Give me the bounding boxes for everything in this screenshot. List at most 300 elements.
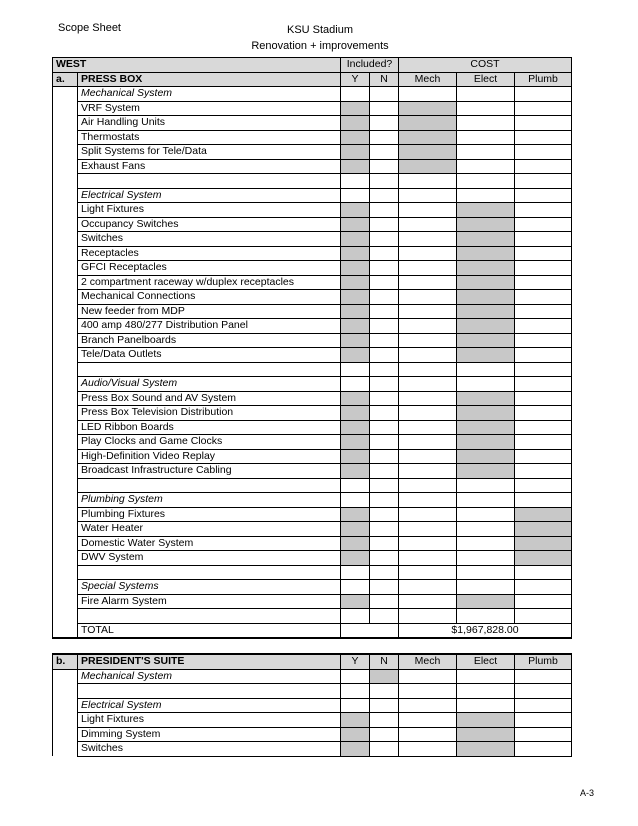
cell-elect[interactable] <box>457 333 515 348</box>
cell-y[interactable] <box>341 333 370 348</box>
cell-elect[interactable] <box>457 669 515 684</box>
region-label: WEST <box>53 58 341 73</box>
cell-mech[interactable] <box>399 319 457 334</box>
cell-elect[interactable] <box>457 536 515 551</box>
cell-y[interactable] <box>341 130 370 145</box>
cell-elect[interactable] <box>457 551 515 566</box>
cell-elect[interactable] <box>457 742 515 757</box>
letter-cell <box>53 493 78 508</box>
cell-n[interactable] <box>370 609 399 624</box>
cell-elect[interactable] <box>457 522 515 537</box>
cell-n[interactable] <box>370 551 399 566</box>
cell-elect[interactable] <box>457 290 515 305</box>
cell-elect[interactable] <box>457 87 515 102</box>
cell-mech[interactable] <box>399 188 457 203</box>
scope-item-label <box>78 478 341 493</box>
cell-plumb[interactable] <box>515 304 572 319</box>
letter-cell <box>53 684 78 699</box>
cell-y[interactable] <box>341 713 370 728</box>
cell-elect[interactable] <box>457 478 515 493</box>
cell-n[interactable] <box>370 362 399 377</box>
letter-cell <box>53 713 78 728</box>
cell-mech[interactable] <box>399 290 457 305</box>
cell-y[interactable] <box>341 698 370 713</box>
col-mech-header: Mech <box>399 72 457 87</box>
cell-y[interactable] <box>341 435 370 450</box>
cell-mech[interactable] <box>399 101 457 116</box>
cell-elect[interactable] <box>457 609 515 624</box>
letter-cell <box>53 203 78 218</box>
cell-y[interactable] <box>341 742 370 757</box>
cell-mech[interactable] <box>399 435 457 450</box>
table-row <box>53 145 572 160</box>
cell-mech[interactable] <box>399 698 457 713</box>
cell-elect[interactable] <box>457 188 515 203</box>
cell-n[interactable] <box>370 333 399 348</box>
cell-plumb[interactable] <box>515 232 572 247</box>
cell-elect[interactable] <box>457 565 515 580</box>
cell-plumb[interactable] <box>515 217 572 232</box>
total-row <box>53 623 572 638</box>
included-header: Included? <box>341 58 399 73</box>
cell-plumb[interactable] <box>515 727 572 742</box>
cell-mech[interactable] <box>399 727 457 742</box>
cell-y[interactable] <box>341 319 370 334</box>
cell-n[interactable] <box>370 217 399 232</box>
cell-plumb[interactable] <box>515 261 572 276</box>
cell-y[interactable] <box>341 420 370 435</box>
col-n-header: N <box>370 654 399 669</box>
cell-y[interactable] <box>341 246 370 261</box>
cell-y[interactable] <box>341 493 370 508</box>
cell-plumb[interactable] <box>515 87 572 102</box>
cell-y[interactable] <box>341 377 370 392</box>
cell-elect[interactable] <box>457 464 515 479</box>
cell-n[interactable] <box>370 275 399 290</box>
letter-cell <box>53 536 78 551</box>
cell-plumb[interactable] <box>515 101 572 116</box>
cell-plumb[interactable] <box>515 684 572 699</box>
cell-y[interactable] <box>341 478 370 493</box>
cell-elect[interactable] <box>457 246 515 261</box>
cell-elect[interactable] <box>457 217 515 232</box>
cell-elect[interactable] <box>457 261 515 276</box>
cell-plumb[interactable] <box>515 594 572 609</box>
cell-elect[interactable] <box>457 493 515 508</box>
cell-mech[interactable] <box>399 362 457 377</box>
cell-elect[interactable] <box>457 145 515 160</box>
cell-y[interactable] <box>341 290 370 305</box>
total-included-cell <box>341 623 399 638</box>
cell-plumb[interactable] <box>515 493 572 508</box>
cell-plumb[interactable] <box>515 464 572 479</box>
scope-item-label: Press Box Television Distribution <box>78 406 341 421</box>
table-row <box>53 493 572 508</box>
letter-cell <box>53 522 78 537</box>
cell-mech[interactable] <box>399 87 457 102</box>
cell-y[interactable] <box>341 551 370 566</box>
cell-plumb[interactable] <box>515 377 572 392</box>
cell-mech[interactable] <box>399 232 457 247</box>
scope-item-label: GFCI Receptacles <box>78 261 341 276</box>
section-title: PRESIDENT'S SUITE <box>78 654 341 669</box>
scope-item-label: Tele/Data Outlets <box>78 348 341 363</box>
cell-n[interactable] <box>370 87 399 102</box>
cell-n[interactable] <box>370 304 399 319</box>
cell-n[interactable] <box>370 698 399 713</box>
cell-plumb[interactable] <box>515 290 572 305</box>
cell-n[interactable] <box>370 536 399 551</box>
cell-elect[interactable] <box>457 130 515 145</box>
cell-y[interactable] <box>341 304 370 319</box>
cell-y[interactable] <box>341 188 370 203</box>
cell-n[interactable] <box>370 669 399 684</box>
cell-n[interactable] <box>370 174 399 189</box>
table-row <box>53 130 572 145</box>
cell-plumb[interactable] <box>515 669 572 684</box>
cell-plumb[interactable] <box>515 246 572 261</box>
table-row <box>53 159 572 174</box>
cell-n[interactable] <box>370 188 399 203</box>
cell-n[interactable] <box>370 290 399 305</box>
letter-cell <box>53 391 78 406</box>
cell-mech[interactable] <box>399 130 457 145</box>
table-row <box>53 507 572 522</box>
cell-mech[interactable] <box>399 391 457 406</box>
cell-n[interactable] <box>370 377 399 392</box>
cell-mech[interactable] <box>399 507 457 522</box>
cell-plumb[interactable] <box>515 319 572 334</box>
cell-elect[interactable] <box>457 594 515 609</box>
cell-elect[interactable] <box>457 319 515 334</box>
cell-elect[interactable] <box>457 507 515 522</box>
cell-mech[interactable] <box>399 551 457 566</box>
cell-elect[interactable] <box>457 698 515 713</box>
cell-mech[interactable] <box>399 669 457 684</box>
cell-plumb[interactable] <box>515 130 572 145</box>
scope-item-label: High-Definition Video Replay <box>78 449 341 464</box>
cell-mech[interactable] <box>399 420 457 435</box>
cell-elect[interactable] <box>457 174 515 189</box>
cell-plumb[interactable] <box>515 203 572 218</box>
scope-item-label: DWV System <box>78 551 341 566</box>
cell-elect[interactable] <box>457 101 515 116</box>
cell-plumb[interactable] <box>515 551 572 566</box>
letter-cell <box>53 478 78 493</box>
cell-n[interactable] <box>370 246 399 261</box>
cell-mech[interactable] <box>399 261 457 276</box>
cell-n[interactable] <box>370 348 399 363</box>
cell-mech[interactable] <box>399 275 457 290</box>
cell-n[interactable] <box>370 493 399 508</box>
scope-item-label <box>78 362 341 377</box>
cell-elect[interactable] <box>457 391 515 406</box>
table-row <box>53 742 572 757</box>
letter-cell <box>53 449 78 464</box>
table-row <box>53 406 572 421</box>
cell-y[interactable] <box>341 727 370 742</box>
col-plumb-header: Plumb <box>515 72 572 87</box>
scope-item-label: Broadcast Infrastructure Cabling <box>78 464 341 479</box>
letter-cell <box>53 304 78 319</box>
table-row <box>53 449 572 464</box>
cell-mech[interactable] <box>399 348 457 363</box>
cell-plumb[interactable] <box>515 116 572 131</box>
scope-item-label: Mechanical System <box>78 669 341 684</box>
scope-item-label: Play Clocks and Game Clocks <box>78 435 341 450</box>
cell-mech[interactable] <box>399 565 457 580</box>
col-elect-header: Elect <box>457 654 515 669</box>
cell-elect[interactable] <box>457 580 515 595</box>
cell-plumb[interactable] <box>515 507 572 522</box>
cell-plumb[interactable] <box>515 536 572 551</box>
table-row <box>53 188 572 203</box>
cell-mech[interactable] <box>399 478 457 493</box>
cell-n[interactable] <box>370 580 399 595</box>
scope-item-label: Fire Alarm System <box>78 594 341 609</box>
cell-n[interactable] <box>370 203 399 218</box>
cell-mech[interactable] <box>399 464 457 479</box>
cell-n[interactable] <box>370 145 399 160</box>
scope-item-label: Plumbing System <box>78 493 341 508</box>
cell-elect[interactable] <box>457 713 515 728</box>
scope-item-label: New feeder from MDP <box>78 304 341 319</box>
cell-y[interactable] <box>341 101 370 116</box>
cell-n[interactable] <box>370 565 399 580</box>
cell-y[interactable] <box>341 464 370 479</box>
cell-mech[interactable] <box>399 145 457 160</box>
letter-cell <box>53 669 78 684</box>
cell-y[interactable] <box>341 145 370 160</box>
cell-mech[interactable] <box>399 304 457 319</box>
cell-elect[interactable] <box>457 420 515 435</box>
scope-item-label: Branch Panelboards <box>78 333 341 348</box>
cell-mech[interactable] <box>399 594 457 609</box>
cell-y[interactable] <box>341 669 370 684</box>
cell-mech[interactable] <box>399 246 457 261</box>
letter-cell <box>53 275 78 290</box>
table-row <box>53 565 572 580</box>
cell-n[interactable] <box>370 130 399 145</box>
cell-mech[interactable] <box>399 449 457 464</box>
table-row <box>53 420 572 435</box>
cell-plumb[interactable] <box>515 580 572 595</box>
cell-y[interactable] <box>341 449 370 464</box>
table-row <box>53 522 572 537</box>
cell-elect[interactable] <box>457 159 515 174</box>
cell-n[interactable] <box>370 159 399 174</box>
cell-n[interactable] <box>370 116 399 131</box>
letter-cell <box>53 406 78 421</box>
cell-mech[interactable] <box>399 159 457 174</box>
cell-plumb[interactable] <box>515 348 572 363</box>
cell-elect[interactable] <box>457 362 515 377</box>
cell-n[interactable] <box>370 449 399 464</box>
letter-cell <box>53 594 78 609</box>
cell-plumb[interactable] <box>515 435 572 450</box>
cell-plumb[interactable] <box>515 449 572 464</box>
cell-y[interactable] <box>341 87 370 102</box>
cell-plumb[interactable] <box>515 391 572 406</box>
cell-plumb[interactable] <box>515 742 572 757</box>
cell-elect[interactable] <box>457 232 515 247</box>
cell-mech[interactable] <box>399 116 457 131</box>
cell-plumb[interactable] <box>515 565 572 580</box>
cell-mech[interactable] <box>399 377 457 392</box>
cell-elect[interactable] <box>457 304 515 319</box>
cell-y[interactable] <box>341 362 370 377</box>
cell-y[interactable] <box>341 684 370 699</box>
scope-item-label: Dimming System <box>78 727 341 742</box>
cell-mech[interactable] <box>399 333 457 348</box>
scope-item-label: Electrical System <box>78 188 341 203</box>
letter-cell <box>53 348 78 363</box>
cell-y[interactable] <box>341 536 370 551</box>
cell-n[interactable] <box>370 101 399 116</box>
cell-n[interactable] <box>370 406 399 421</box>
letter-cell <box>53 246 78 261</box>
cell-n[interactable] <box>370 684 399 699</box>
letter-cell <box>53 87 78 102</box>
document-title: KSU Stadium <box>286 24 354 36</box>
cell-plumb[interactable] <box>515 362 572 377</box>
cell-plumb[interactable] <box>515 275 572 290</box>
cell-n[interactable] <box>370 727 399 742</box>
cell-mech[interactable] <box>399 684 457 699</box>
cell-mech[interactable] <box>399 536 457 551</box>
scope-item-label: Special Systems <box>78 580 341 595</box>
cell-y[interactable] <box>341 275 370 290</box>
cell-plumb[interactable] <box>515 609 572 624</box>
cell-plumb[interactable] <box>515 522 572 537</box>
cell-n[interactable] <box>370 742 399 757</box>
table-row <box>53 348 572 363</box>
cell-elect[interactable] <box>457 377 515 392</box>
cell-y[interactable] <box>341 609 370 624</box>
total-value: $1,967,828.00 <box>399 623 572 638</box>
letter-cell <box>53 101 78 116</box>
letter-cell <box>53 188 78 203</box>
cell-y[interactable] <box>341 522 370 537</box>
cell-mech[interactable] <box>399 493 457 508</box>
scope-item-label: LED Ribbon Boards <box>78 420 341 435</box>
cell-elect[interactable] <box>457 203 515 218</box>
cell-elect[interactable] <box>457 684 515 699</box>
table-row <box>53 232 572 247</box>
table-row <box>53 580 572 595</box>
cell-plumb[interactable] <box>515 406 572 421</box>
table-row <box>53 551 572 566</box>
cell-elect[interactable] <box>457 406 515 421</box>
cell-elect[interactable] <box>457 275 515 290</box>
table-row <box>53 464 572 479</box>
scope-item-label: Press Box Sound and AV System <box>78 391 341 406</box>
cell-n[interactable] <box>370 391 399 406</box>
table-row <box>53 478 572 493</box>
cell-y[interactable] <box>341 406 370 421</box>
cell-n[interactable] <box>370 507 399 522</box>
cell-plumb[interactable] <box>515 478 572 493</box>
table-row <box>53 536 572 551</box>
cell-y[interactable] <box>341 391 370 406</box>
cell-n[interactable] <box>370 261 399 276</box>
cell-n[interactable] <box>370 435 399 450</box>
cell-n[interactable] <box>370 478 399 493</box>
cell-y[interactable] <box>341 261 370 276</box>
cell-mech[interactable] <box>399 174 457 189</box>
scope-item-label: Split Systems for Tele/Data <box>78 145 341 160</box>
cell-mech[interactable] <box>399 609 457 624</box>
cell-plumb[interactable] <box>515 420 572 435</box>
cell-elect[interactable] <box>457 727 515 742</box>
cell-mech[interactable] <box>399 713 457 728</box>
cost-header: COST <box>399 58 572 73</box>
cell-y[interactable] <box>341 232 370 247</box>
letter-cell <box>53 580 78 595</box>
cell-y[interactable] <box>341 116 370 131</box>
cell-n[interactable] <box>370 420 399 435</box>
cell-mech[interactable] <box>399 742 457 757</box>
cell-mech[interactable] <box>399 203 457 218</box>
cell-n[interactable] <box>370 594 399 609</box>
cell-elect[interactable] <box>457 348 515 363</box>
cell-elect[interactable] <box>457 449 515 464</box>
letter-cell <box>53 420 78 435</box>
cell-n[interactable] <box>370 232 399 247</box>
cell-elect[interactable] <box>457 116 515 131</box>
cell-mech[interactable] <box>399 406 457 421</box>
scope-item-label <box>78 609 341 624</box>
cell-plumb[interactable] <box>515 174 572 189</box>
title-block <box>230 22 410 54</box>
letter-cell <box>53 623 78 638</box>
cell-y[interactable] <box>341 159 370 174</box>
cell-n[interactable] <box>370 319 399 334</box>
cell-y[interactable] <box>341 594 370 609</box>
cell-y[interactable] <box>341 348 370 363</box>
scope-item-label: Light Fixtures <box>78 203 341 218</box>
cell-plumb[interactable] <box>515 713 572 728</box>
cell-y[interactable] <box>341 217 370 232</box>
cell-mech[interactable] <box>399 580 457 595</box>
table-row <box>53 333 572 348</box>
cell-y[interactable] <box>341 507 370 522</box>
section-letter: b. <box>53 654 78 669</box>
cell-y[interactable] <box>341 565 370 580</box>
letter-cell <box>53 362 78 377</box>
scope-item-label: Exhaust Fans <box>78 159 341 174</box>
cell-y[interactable] <box>341 203 370 218</box>
letter-cell <box>53 232 78 247</box>
cell-elect[interactable] <box>457 435 515 450</box>
letter-cell <box>53 290 78 305</box>
cell-n[interactable] <box>370 522 399 537</box>
cell-n[interactable] <box>370 713 399 728</box>
letter-cell <box>53 464 78 479</box>
cell-n[interactable] <box>370 464 399 479</box>
cell-plumb[interactable] <box>515 188 572 203</box>
cell-y[interactable] <box>341 580 370 595</box>
cell-plumb[interactable] <box>515 333 572 348</box>
cell-plumb[interactable] <box>515 698 572 713</box>
col-plumb-header: Plumb <box>515 654 572 669</box>
cell-plumb[interactable] <box>515 145 572 160</box>
cell-plumb[interactable] <box>515 159 572 174</box>
cell-mech[interactable] <box>399 522 457 537</box>
scope-item-label: Receptacles <box>78 246 341 261</box>
cell-y[interactable] <box>341 174 370 189</box>
cell-mech[interactable] <box>399 217 457 232</box>
